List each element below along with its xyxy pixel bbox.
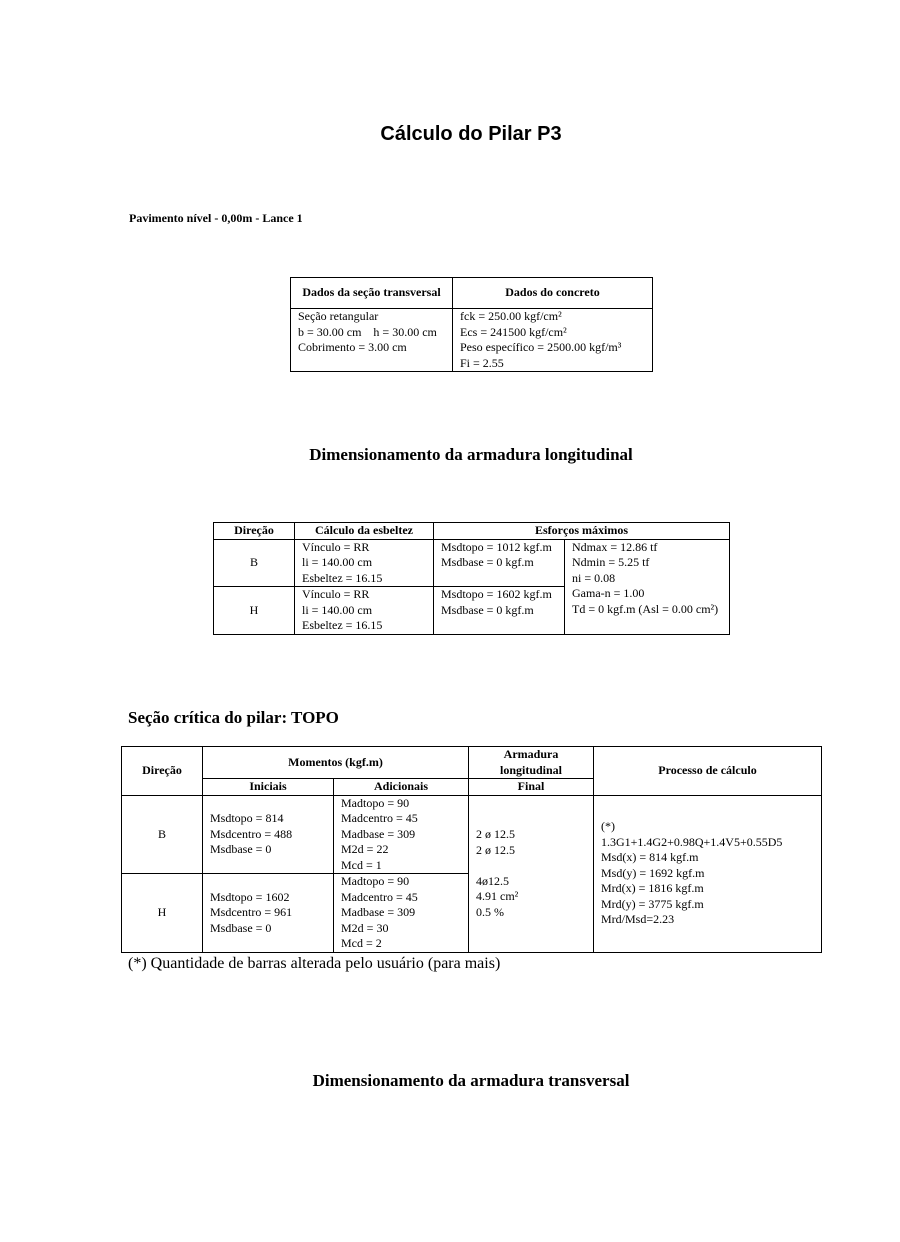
final-header: Final xyxy=(469,779,594,796)
slenderness-cell xyxy=(295,587,434,635)
final-reinforcement-cell xyxy=(469,795,594,952)
critical-section-table xyxy=(121,746,822,953)
max-efforts-header: Esforços máximos xyxy=(434,523,730,540)
process-line: Mrd(x) = 1816 kgf.m xyxy=(601,881,704,896)
moment-line: Msdtopo = 1602 xyxy=(210,889,290,904)
reinforcement-line: 4.91 cm² xyxy=(476,889,519,903)
concrete-line: Ecs = 241500 kgf/cm² xyxy=(460,324,567,339)
section-data-table xyxy=(290,277,653,372)
section-line: b = 30.00 cm h = 30.00 cm xyxy=(298,324,437,339)
longitudinal-heading: Dimensionamento da armadura longitudinal xyxy=(309,445,633,464)
slenderness-line: Vínculo = RR xyxy=(302,539,370,554)
footnote: (*) Quantidade de barras alterada pelo usuário (para mais) xyxy=(128,955,501,972)
direction-cell: H xyxy=(122,874,203,953)
effort-line: Gama-n = 1.00 xyxy=(572,586,645,600)
slenderness-line: Esbeltez = 16.15 xyxy=(302,570,383,585)
concrete-line: fck = 250.00 kgf/cm² xyxy=(460,309,562,323)
page-title: Cálculo do Pilar P3 xyxy=(380,123,562,145)
moment-line: Madcentro = 45 xyxy=(341,889,418,904)
moment-line: Madcentro = 45 xyxy=(341,811,418,825)
moment-line: Msdbase = 0 xyxy=(210,920,272,935)
slenderness-table xyxy=(213,522,730,635)
moment-line: Msdbase = 0 kgf.m xyxy=(441,602,534,617)
moment-line: Msdtopo = 1602 kgf.m xyxy=(441,587,552,601)
section-line: Seção retangular xyxy=(298,309,379,323)
reinforcement-line: 4ø12.5 xyxy=(476,873,509,888)
moment-line: Msdcentro = 961 xyxy=(210,905,293,919)
initial-header: Iniciais xyxy=(203,779,334,796)
moment-line: Mcd = 1 xyxy=(341,857,382,872)
section-line: Cobrimento = 3.00 cm xyxy=(298,340,407,354)
initial-moments-cell xyxy=(203,795,334,874)
moments-cell xyxy=(434,587,565,635)
floor-label: Pavimento nível - 0,00m - Lance 1 xyxy=(129,211,303,225)
process-line: (*) xyxy=(601,819,615,834)
process-line: Mrd(y) = 3775 kgf.m xyxy=(601,896,704,911)
concrete-line: Fi = 2.55 xyxy=(460,355,504,370)
initial-moments-cell xyxy=(203,874,334,953)
process-line: 1.3G1+1.4G2+0.98Q+1.4V5+0.55D5 xyxy=(601,834,783,849)
concrete-data-cell xyxy=(453,309,653,372)
calculation-process-cell xyxy=(594,795,822,952)
moment-line: Msdtopo = 814 xyxy=(210,811,284,825)
additional-header: Adicionais xyxy=(334,779,469,796)
moment-line: Msdbase = 0 kgf.m xyxy=(441,555,534,569)
reinforcement-line: 2 ø 12.5 xyxy=(476,827,515,841)
direction-header: Direção xyxy=(122,747,203,796)
moment-line: Madbase = 309 xyxy=(341,905,416,919)
slenderness-header: Cálculo da esbeltez xyxy=(295,523,434,540)
effort-line: Td = 0 kgf.m (Asl = 0.00 cm²) xyxy=(572,601,719,616)
process-line: Msd(x) = 814 kgf.m xyxy=(601,850,699,865)
moment-line: M2d = 22 xyxy=(341,842,389,856)
critical-section-heading: Seção crítica do pilar: TOPO xyxy=(128,708,339,727)
reinforcement-spacer xyxy=(476,858,586,874)
slenderness-line: li = 140.00 cm xyxy=(302,602,373,617)
additional-moments-cell xyxy=(334,795,469,874)
direction-cell: B xyxy=(214,539,295,587)
concrete-line: Peso específico = 2500.00 kgf/m³ xyxy=(460,340,622,354)
moment-line: Madbase = 309 xyxy=(341,826,416,841)
reinforcement-header: Armadura longitudinal xyxy=(469,747,594,779)
additional-moments-cell xyxy=(334,874,469,953)
effort-line: Ndmax = 12.86 tf xyxy=(572,539,658,554)
calculation-process-header: Processo de cálculo xyxy=(594,747,822,796)
reinforcement-line: 0.5 % xyxy=(476,904,504,919)
slenderness-line: Esbeltez = 16.15 xyxy=(302,618,383,632)
section-header: Dados da seção transversal xyxy=(291,278,453,309)
effort-line: Ndmin = 5.25 tf xyxy=(572,555,650,569)
moment-line: M2d = 30 xyxy=(341,920,389,935)
moments-header: Momentos (kgf.m) xyxy=(203,747,469,779)
transversal-heading: Dimensionamento da armadura transversal xyxy=(312,1071,630,1090)
direction-cell: B xyxy=(122,795,203,874)
concrete-header: Dados do concreto xyxy=(453,278,653,309)
section-data-cell xyxy=(291,309,453,372)
moment-line: Madtopo = 90 xyxy=(341,874,410,888)
moment-line: Msdcentro = 488 xyxy=(210,826,293,841)
moment-line: Madtopo = 90 xyxy=(341,795,410,810)
slenderness-line: li = 140.00 cm xyxy=(302,555,373,569)
effort-line: ni = 0.08 xyxy=(572,570,616,585)
reinforcement-line: 2 ø 12.5 xyxy=(476,842,515,857)
process-line: Mrd/Msd=2.23 xyxy=(601,912,675,927)
moment-line: Msdbase = 0 xyxy=(210,842,272,856)
slenderness-line: Vínculo = RR xyxy=(302,587,370,601)
moments-cell xyxy=(434,539,565,587)
direction-header: Direção xyxy=(214,523,295,540)
direction-cell: H xyxy=(214,587,295,635)
moment-line: Mcd = 2 xyxy=(341,936,382,950)
moment-line: Msdtopo = 1012 kgf.m xyxy=(441,539,552,554)
slenderness-cell xyxy=(295,539,434,587)
shared-efforts-cell xyxy=(565,539,730,634)
process-line: Msd(y) = 1692 kgf.m xyxy=(601,865,705,880)
